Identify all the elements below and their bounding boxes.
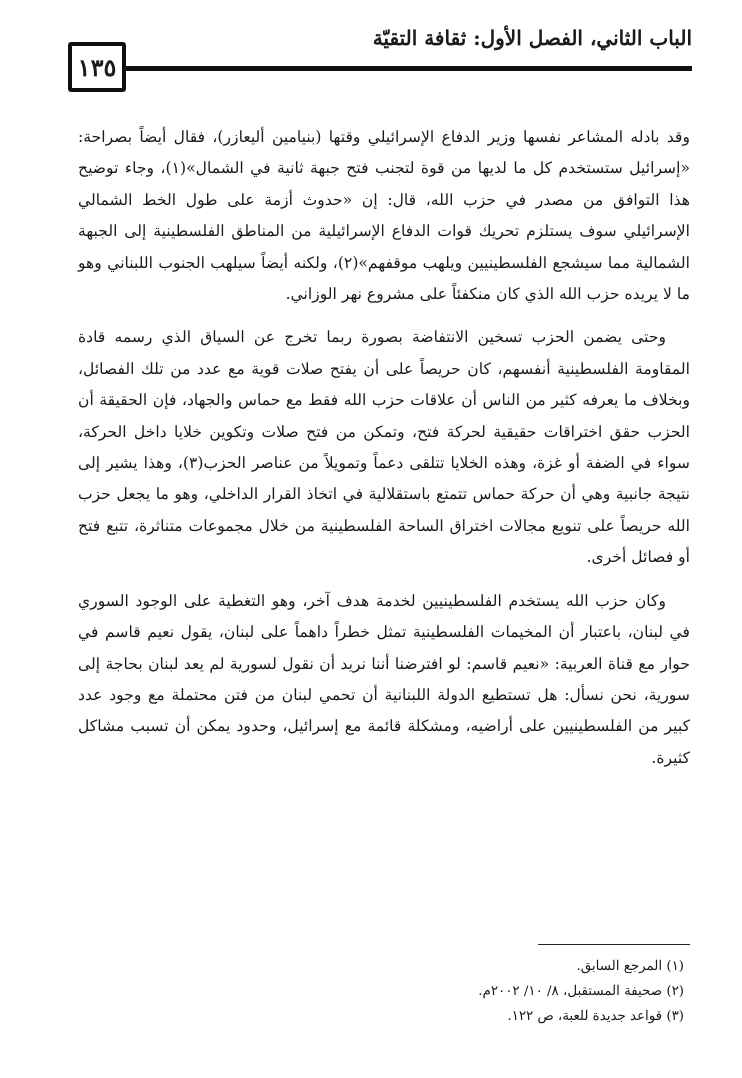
footnote-1: (١) المرجع السابق.: [576, 959, 684, 974]
footnote-separator: [538, 944, 690, 945]
footnotes: [300, 954, 684, 1029]
running-header: الباب الثاني، الفصل الأول: ثقافة التقيّة: [372, 26, 692, 50]
footnote-2: (٢) صحيفة المستقبل، ٨/ ١٠/ ٢٠٠٢م.: [478, 984, 684, 999]
body-text: [78, 122, 690, 786]
paragraph-3: وكان حزب الله يستخدم الفلسطينيين لخدمة هدف آخر، وهو التغطية على الوجود السوري في لبنان، باعتبار أن المخيمات الفلسطينية تمثل خطراً داهماً على لبنان، يقول نعيم قاسم في حوار مع قناة العربية: «نعيم قاسم: لو افترضنا أننا نريد أن نقول لسورية لم يعد لبنان بحاجة إلى سورية، نحن نسأل: هل تستطيع الدولة اللبنانية أن تحمي لبنان من فتن محتملة مع وجود عدد كبير من الفلسطينيين على أراضيه، ومشكلة قائمة مع إسرائيل، وحدود يمكن أن تسبب مشاكل كثيرة.: [78, 591, 690, 767]
paragraph-1: وقد بادله المشاعر نفسها وزير الدفاع الإسرائيلي وقتها (بنيامين أليعازر)، فقال أيضاً بصراحة: «إسرائيل ستستخدم كل ما لديها من قوة لتجنب فتح جبهة ثانية في الشمال»(١)، وجاء توضيح هذا التوافق من مصدر في حزب الله، قال: إن «حدوث أزمة على طول الخط الشمالي الإسرائيلي سوف يستلزم تحريك قوات الدفاع الإسرائيلية من المناطق الفلسطينية إلى الجبهة الشمالية مما سيشجع الفلسطينيين ويلهب موقفهم»(٢)، ولكنه أيضاً سيلهب الجنوب اللبناني وهو ما لا يريده حزب الله الذي كان منكفئاً على مشروع نهر الوزاني.: [78, 128, 690, 304]
page-number-box: [68, 42, 126, 92]
page-number: ١٣٥: [77, 52, 117, 82]
paragraph-2: وحتى يضمن الحزب تسخين الانتفاضة بصورة ربما تخرج عن السياق الذي رسمه قادة المقاومة الفلسطينية أنفسهم، كان حريصاً على أن يفتح صلات قوية مع عدد من تلك الفصائل، وبخلاف ما يعرفه كثير من الناس أن علاقات حزب الله فقط مع حماس والجهاد، فإن الحقيقة أن الحزب حقق اختراقات حقيقية لحركة فتح، وتمكن من فتح صلات وتكوين خلايا داخل الحركة، سواء في الضفة أو غزة، وهذه الخلايا تتلقى دعماً وتمويلاً من عناصر الحزب(٣)، وهذا يشير إلى نتيجة جانبية وهي أن حركة حماس تتمتع باستقلالية في اتخاذ القرار الداخلي، وهو ما يجعل حزب الله حريصاً على تنويع مجالات اختراق الساحة الفلسطينية من خلال مجموعات متناثرة، تتبع فتح أو فصائل أخرى.: [78, 328, 690, 567]
header-rule: [120, 66, 692, 71]
footnote-3: (٣) قواعد جديدة للعبة، ص ١٢٢.: [507, 1009, 684, 1024]
